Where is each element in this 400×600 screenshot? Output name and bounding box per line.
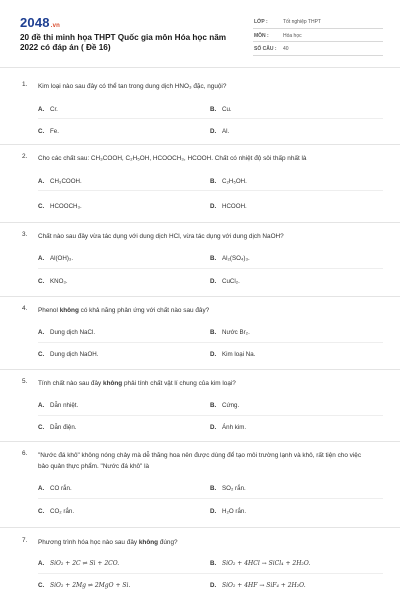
- option-a[interactable]: [38, 178, 82, 185]
- option-c[interactable]: [38, 128, 59, 135]
- option-text: Cứng.: [222, 402, 240, 409]
- option-d[interactable]: [210, 278, 240, 285]
- option-a[interactable]: [38, 402, 78, 409]
- document-header: [0, 0, 400, 66]
- option-divider: [38, 190, 383, 191]
- option-text: CO₂ rắn.: [50, 508, 75, 515]
- option-c[interactable]: [38, 203, 82, 210]
- option-b[interactable]: [210, 106, 232, 113]
- option-a[interactable]: [38, 560, 119, 567]
- header-divider: [0, 67, 400, 68]
- option-text: SiO₂ + 2C ⇌ Si + 2CO.: [50, 560, 120, 567]
- option-c[interactable]: [38, 582, 130, 589]
- option-text: Al₂(SO₄)₃.: [222, 255, 250, 262]
- question-text: [38, 305, 368, 316]
- meta-row-class: [253, 15, 383, 29]
- question-number: 4.: [22, 305, 28, 312]
- option-label: A.: [38, 255, 45, 262]
- question-text: "Nước đá khô" không nóng chảy mà dễ thăng hoa nên được dùng để tạo môi trường lạnh và khô, rất tiện cho việc bảo quản thực phẩm. "Nước đá khô" là: [38, 452, 362, 470]
- option-text: HCOOH.: [222, 203, 247, 210]
- question-emphasis: không: [103, 380, 123, 387]
- option-label: D.: [210, 351, 217, 358]
- option-text: SO₂ rắn.: [222, 485, 246, 492]
- option-text: H₂O rắn.: [222, 508, 247, 515]
- option-text: Cr.: [50, 106, 58, 113]
- option-label: B.: [210, 485, 217, 492]
- option-label: C.: [38, 508, 45, 515]
- question-number: 3.: [22, 231, 28, 238]
- option-a[interactable]: [38, 329, 95, 336]
- option-label: D.: [210, 424, 217, 431]
- question-divider: [0, 144, 400, 145]
- option-d[interactable]: [210, 351, 255, 358]
- question-text-start: Tính chất nào sau đây: [38, 380, 104, 387]
- option-text: SiO₂ + 4HCl → SiCl₄ + 2H₂O.: [222, 560, 311, 567]
- option-text: SiO₂ + 4HF → SiF₄ + 2H₂O.: [222, 582, 306, 589]
- option-label: D.: [210, 278, 217, 285]
- option-label: C.: [38, 278, 45, 285]
- question-text: Chất nào sau đây vừa tác dụng với dung dịch HCl, vừa tác dụng với dung dịch NaOH?: [38, 233, 284, 240]
- meta-key: LỚP :: [254, 19, 268, 25]
- question-emphasis: không: [59, 307, 79, 314]
- option-b[interactable]: [210, 485, 246, 492]
- option-label: C.: [38, 128, 45, 135]
- meta-row-count: [253, 42, 383, 56]
- option-text: Al.: [222, 128, 230, 135]
- option-label: A.: [38, 178, 45, 185]
- meta-row-subject: [253, 29, 383, 43]
- meta-key: MÔN :: [254, 32, 269, 39]
- meta-key: SỐ CÂU :: [254, 46, 277, 52]
- option-text: C₂H₅OH.: [222, 178, 247, 185]
- option-label: B.: [210, 560, 217, 567]
- option-text: SiO₂ + 2Mg ⇌ 2MgO + Si.: [50, 582, 131, 589]
- question-number: 2.: [22, 153, 28, 160]
- option-text: Ánh kim.: [222, 424, 247, 431]
- option-label: B.: [210, 329, 217, 336]
- option-text: Dẫn nhiệt.: [50, 402, 79, 409]
- option-d[interactable]: [210, 582, 306, 589]
- option-label: C.: [38, 582, 45, 589]
- option-divider: [38, 498, 383, 499]
- question-divider: [0, 222, 400, 223]
- option-label: D.: [210, 582, 217, 589]
- option-divider: [38, 118, 383, 119]
- option-text: Fe.: [50, 128, 59, 135]
- question-number: 1.: [22, 81, 28, 88]
- option-c[interactable]: [38, 278, 68, 285]
- option-label: C.: [38, 351, 45, 358]
- option-label: C.: [38, 424, 45, 431]
- option-text: CuCl₂.: [222, 278, 240, 285]
- question-text-start: Phương trình hóa học nào sau đây: [38, 539, 139, 546]
- question-text: Cho các chất sau: CH₃COOH, C₂H₅OH, HCOOCH₃, HCOOH. Chất có nhiệt độ sôi thấp nhất là: [38, 155, 307, 162]
- question-text-end: phải tính chất vật lí chung của kim loại?: [122, 380, 236, 387]
- option-label: B.: [210, 255, 217, 262]
- option-text: Cu.: [222, 106, 232, 113]
- meta-value: Hóa học: [283, 32, 302, 39]
- option-a[interactable]: [38, 106, 58, 113]
- option-c[interactable]: [38, 351, 99, 358]
- question-text: Kim loại nào sau đây có thể tan trong dung dịch HNO₃ đặc, nguội?: [38, 83, 227, 90]
- question-text-end: đúng?: [158, 539, 178, 546]
- option-d[interactable]: [210, 424, 246, 431]
- option-label: A.: [38, 402, 45, 409]
- option-text: CO rắn.: [50, 485, 72, 492]
- option-label: A.: [38, 106, 45, 113]
- option-label: A.: [38, 560, 45, 567]
- option-label: B.: [210, 178, 217, 185]
- question-divider: [0, 527, 400, 528]
- option-label: B.: [210, 106, 217, 113]
- question-emphasis: không: [138, 539, 159, 546]
- option-label: B.: [210, 402, 217, 409]
- option-text: Dẫn điện.: [50, 424, 77, 431]
- question-divider: [0, 441, 400, 442]
- option-d[interactable]: [210, 128, 229, 135]
- option-label: D.: [210, 508, 217, 515]
- logo-text: 2048: [20, 15, 50, 30]
- option-a[interactable]: [38, 255, 73, 262]
- meta-value: 40: [283, 46, 289, 52]
- option-text: CH₃COOH.: [50, 178, 82, 185]
- question-text-start: Phenol: [38, 307, 60, 314]
- meta-info-table: [253, 15, 383, 56]
- question-text: [38, 537, 368, 548]
- option-d[interactable]: [210, 203, 247, 210]
- option-divider: [38, 342, 383, 343]
- option-b[interactable]: [210, 402, 239, 409]
- question-number: 5.: [22, 378, 28, 385]
- option-d[interactable]: [210, 508, 246, 515]
- meta-value: Tốt nghiệp THPT: [283, 19, 321, 25]
- option-b[interactable]: [210, 178, 247, 185]
- option-b[interactable]: [210, 255, 250, 262]
- option-text: Kim loại Na.: [222, 351, 256, 358]
- option-divider: [38, 415, 383, 416]
- logo-suffix: .vn: [50, 23, 61, 29]
- question-number: 6.: [22, 450, 28, 457]
- option-text: HCOOCH₃.: [50, 203, 82, 210]
- option-divider: [38, 573, 383, 574]
- site-logo[interactable]: [20, 15, 60, 30]
- option-c[interactable]: [38, 424, 77, 431]
- option-label: C.: [38, 203, 45, 210]
- question-text: [38, 378, 368, 389]
- option-label: D.: [210, 203, 217, 210]
- option-text: Dung dịch NaOH.: [50, 351, 99, 358]
- document-title: 20 đề thi minh họa THPT Quốc gia môn Hóa học năm 2022 có đáp án ( Đề 16): [20, 33, 227, 52]
- option-text: Dung dịch NaCl.: [50, 329, 96, 336]
- option-b[interactable]: [210, 560, 310, 567]
- option-a[interactable]: [38, 485, 72, 492]
- question-divider: [0, 296, 400, 297]
- option-divider: [38, 268, 383, 269]
- option-c[interactable]: [38, 508, 74, 515]
- option-b[interactable]: [210, 329, 250, 336]
- option-text: Al(OH)₃.: [50, 255, 74, 262]
- option-text: Nước Br₂.: [222, 329, 250, 336]
- question-text-end: có khả năng phản ứng với chất nào sau đây?: [78, 307, 210, 314]
- option-label: A.: [38, 485, 45, 492]
- option-label: D.: [210, 128, 217, 135]
- question-divider: [0, 369, 400, 370]
- question-number: 7.: [22, 537, 28, 544]
- option-label: A.: [38, 329, 45, 336]
- option-text: KNO₃.: [50, 278, 68, 285]
